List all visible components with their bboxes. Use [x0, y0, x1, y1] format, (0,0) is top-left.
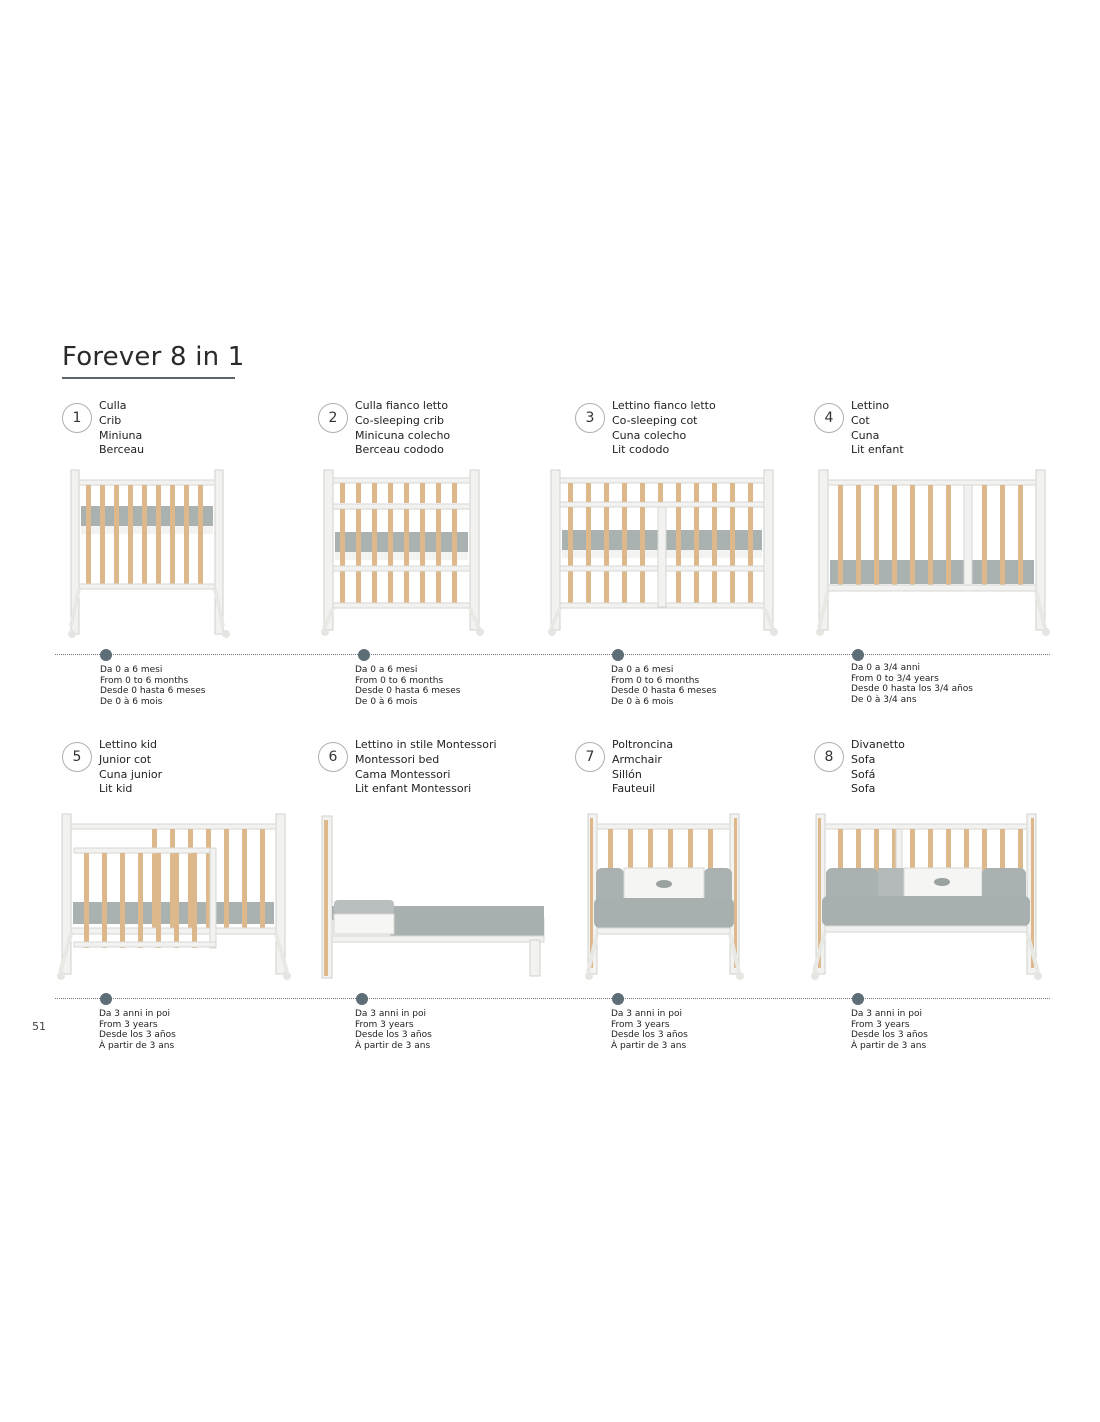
age-it: Da 3 anni in poi — [851, 1009, 922, 1019]
timeline-dot-5 — [100, 993, 112, 1005]
montessori-bed-illustration — [318, 810, 550, 986]
step-number: 1 — [62, 403, 92, 433]
name-es: Miniuna — [99, 428, 143, 442]
timeline-dot-6 — [356, 993, 368, 1005]
name-es: Cuna colecho — [612, 428, 687, 442]
age-fr: À partir de 3 ans — [851, 1040, 927, 1051]
name-fr: Berceau — [99, 443, 145, 457]
timeline-dot-2 — [358, 649, 370, 661]
age-fr: De 0 à 6 mois — [355, 696, 418, 707]
name-en: Armchair — [612, 752, 662, 766]
sofa-illustration — [808, 810, 1044, 986]
age-en: From 3 years — [851, 1019, 910, 1030]
crib-illustration — [66, 466, 236, 642]
age-es: Desde 0 hasta 6 meses — [100, 686, 206, 697]
co-sleeping-cot-illustration — [546, 466, 778, 642]
junior-cot-illustration — [54, 810, 292, 986]
age-fr: De 0 à 6 mois — [100, 696, 163, 707]
step-names — [851, 399, 904, 458]
step-number: 7 — [575, 742, 605, 772]
timeline-dot-3 — [612, 649, 624, 661]
step-names — [99, 738, 162, 797]
age-en: From 0 to 3/4 years — [851, 673, 939, 684]
step-7-ages — [611, 1009, 831, 1051]
step-8-ages — [851, 1009, 1071, 1051]
timeline-row-1 — [55, 654, 1050, 655]
age-fr: De 0 à 3/4 ans — [851, 694, 917, 705]
age-es: Desde 0 hasta los 3/4 años — [851, 684, 973, 695]
age-es: Desde 0 hasta 6 meses — [355, 686, 461, 697]
timeline-dot-8 — [852, 993, 864, 1005]
step-number: 5 — [62, 742, 92, 772]
cot-illustration — [814, 466, 1050, 642]
age-it: Da 0 a 3/4 anni — [851, 663, 921, 673]
name-es: Minicuna colecho — [355, 428, 451, 442]
timeline-dot-1 — [100, 649, 112, 661]
name-fr: Sofa — [851, 782, 876, 796]
name-it: Culla — [99, 399, 127, 412]
armchair-illustration — [582, 810, 746, 986]
step-number: 2 — [318, 403, 348, 433]
step-6-ages — [355, 1009, 575, 1051]
age-es: Desde los 3 años — [851, 1030, 928, 1041]
age-es: Desde 0 hasta 6 meses — [611, 686, 717, 697]
age-en: From 3 years — [99, 1019, 158, 1030]
name-es: Cuna junior — [99, 767, 163, 781]
name-fr: Berceau cododo — [355, 443, 444, 457]
name-it: Lettino kid — [99, 738, 157, 751]
step-names — [355, 399, 450, 458]
name-fr: Lit cododo — [612, 443, 670, 457]
age-es: Desde los 3 años — [355, 1030, 432, 1041]
step-5-ages — [99, 1009, 319, 1051]
name-en: Montessori bed — [355, 752, 440, 766]
name-es: Sofá — [851, 767, 876, 781]
name-es: Sillón — [612, 767, 642, 781]
step-number: 3 — [575, 403, 605, 433]
step-2-ages — [355, 665, 575, 707]
age-it: Da 3 anni in poi — [355, 1009, 426, 1019]
name-it: Divanetto — [851, 738, 905, 751]
step-names — [355, 738, 497, 797]
name-it: Lettino fianco letto — [612, 399, 716, 412]
age-en: From 0 to 6 months — [355, 675, 444, 686]
timeline-row-2 — [55, 998, 1050, 999]
age-it: Da 0 a 6 mesi — [355, 665, 418, 675]
step-names — [612, 738, 673, 797]
step-names — [99, 399, 144, 458]
age-en: From 3 years — [611, 1019, 670, 1030]
name-es: Cuna — [851, 428, 880, 442]
age-fr: À partir de 3 ans — [611, 1040, 687, 1051]
age-en: From 0 to 6 months — [611, 675, 700, 686]
age-es: Desde los 3 años — [99, 1030, 176, 1041]
name-en: Crib — [99, 413, 122, 427]
step-number: 8 — [814, 742, 844, 772]
name-fr: Fauteuil — [612, 782, 656, 796]
age-it: Da 0 a 6 mesi — [100, 665, 163, 675]
timeline-dot-7 — [612, 993, 624, 1005]
name-en: Co-sleeping cot — [612, 413, 698, 427]
step-4-ages — [851, 663, 1071, 705]
name-en: Cot — [851, 413, 870, 427]
page-number: 51 — [32, 1020, 46, 1033]
age-it: Da 0 a 6 mesi — [611, 665, 674, 675]
name-fr: Lit kid — [99, 782, 133, 796]
age-it: Da 3 anni in poi — [611, 1009, 682, 1019]
co-sleeping-crib-illustration — [318, 466, 490, 642]
step-names — [612, 399, 716, 458]
step-1-ages — [100, 665, 320, 707]
name-it: Poltroncina — [612, 738, 674, 751]
page-title: Forever 8 in 1 — [62, 342, 245, 372]
age-fr: De 0 à 6 mois — [611, 696, 674, 707]
name-en: Sofa — [851, 752, 876, 766]
step-number: 6 — [318, 742, 348, 772]
age-fr: À partir de 3 ans — [99, 1040, 175, 1051]
step-3-ages — [611, 665, 831, 707]
step-number: 4 — [814, 403, 844, 433]
age-it: Da 3 anni in poi — [99, 1009, 170, 1019]
age-en: From 0 to 6 months — [100, 675, 189, 686]
name-es: Cama Montessori — [355, 767, 451, 781]
name-it: Lettino — [851, 399, 890, 412]
timeline-dot-4 — [852, 649, 864, 661]
name-it: Lettino in stile Montessori — [355, 738, 497, 751]
age-en: From 3 years — [355, 1019, 414, 1030]
age-es: Desde los 3 años — [611, 1030, 688, 1041]
step-names — [851, 738, 905, 797]
name-en: Junior cot — [99, 752, 152, 766]
name-en: Co-sleeping crib — [355, 413, 445, 427]
name-it: Culla fianco letto — [355, 399, 449, 412]
age-fr: À partir de 3 ans — [355, 1040, 431, 1051]
name-fr: Lit enfant Montessori — [355, 782, 472, 796]
name-fr: Lit enfant — [851, 443, 904, 457]
title-underline — [62, 377, 235, 379]
